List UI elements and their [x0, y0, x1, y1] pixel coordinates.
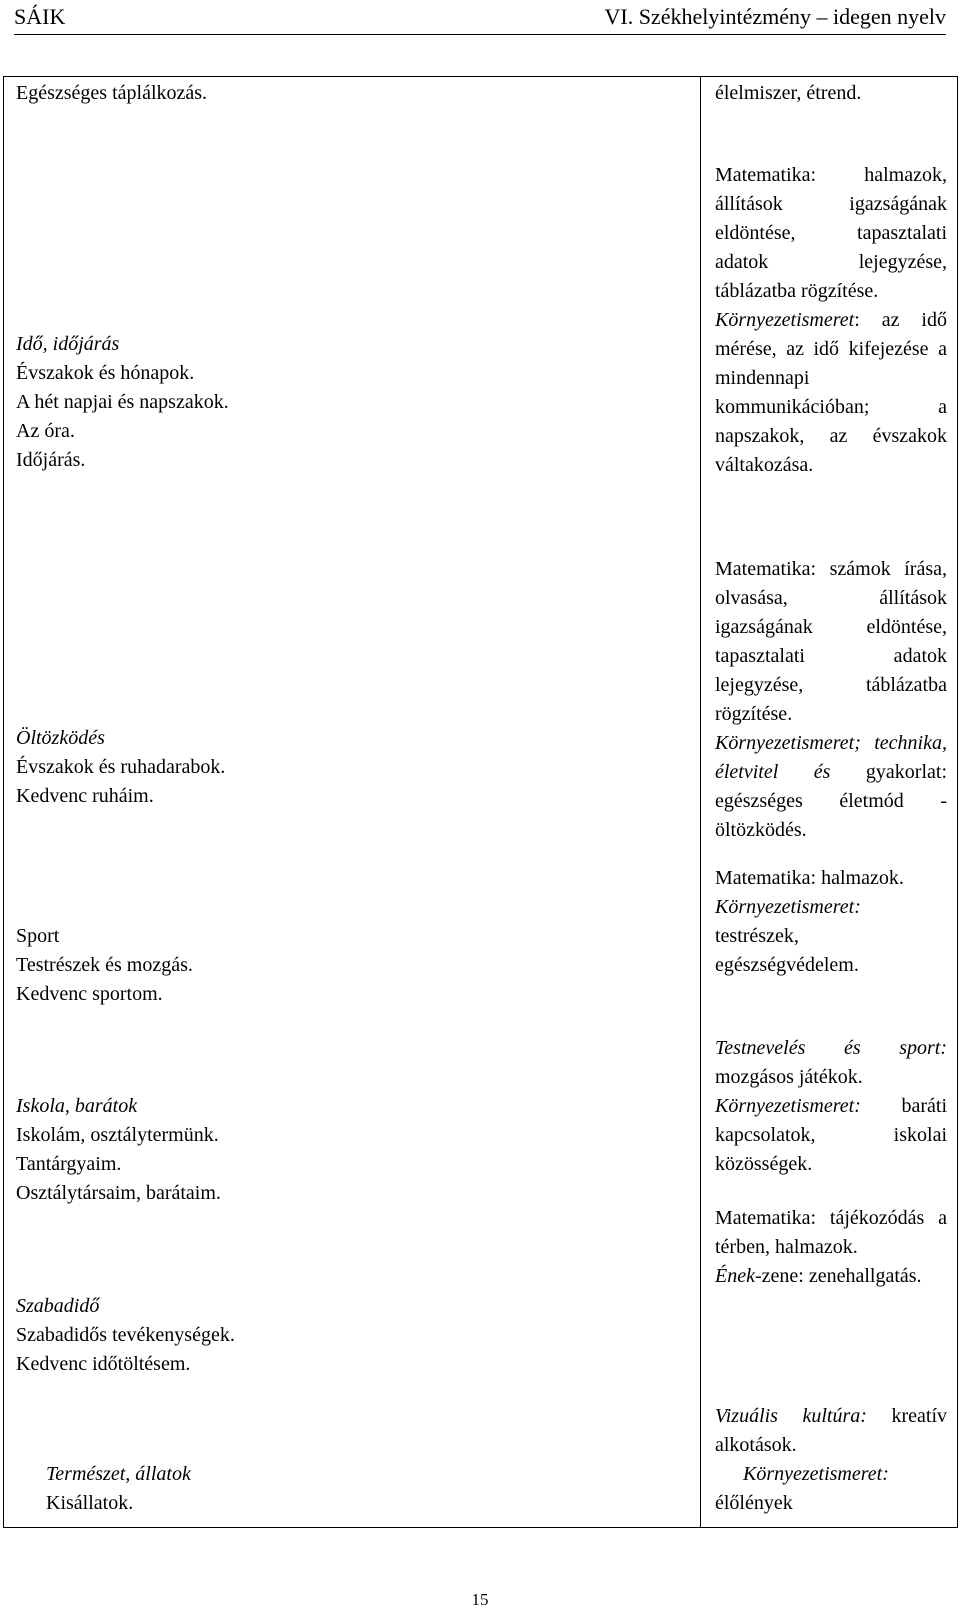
link-text: mozgásos játékok.: [715, 1066, 863, 1088]
link-text: élelmiszer, étrend.: [715, 82, 862, 104]
topic-cell-school: [16, 1092, 656, 1208]
topic-title: Öltözködés: [16, 727, 105, 749]
header-rule: [14, 34, 946, 35]
topic-text: Kedvenc sportom.: [16, 983, 163, 1005]
links-cell-nutrition: [715, 79, 947, 108]
subject-label: Testnevelés és sport:: [715, 1037, 947, 1059]
topic-text: Szabadidős tevékenységek.: [16, 1324, 235, 1346]
subject-label: Ének: [715, 1265, 755, 1287]
header-right: VI. Székhelyintézmény – idegen nyelv: [604, 4, 946, 29]
topic-text: Évszakok és hónapok.: [16, 362, 195, 384]
link-text: Matematika: halmazok, állítások igazságának eldöntése, tapasztalati adatok lejegyzése, táblázatba rögzítése.: [715, 164, 947, 302]
topic-text: Évszakok és ruhadarabok.: [16, 756, 226, 778]
topic-text: Iskolám, osztálytermünk.: [16, 1124, 219, 1146]
link-text: Matematika: halmazok.: [715, 867, 904, 889]
page-number: 15: [471, 1590, 489, 1609]
link-text: -zene: zenehallgatás.: [754, 1265, 922, 1287]
column-divider: [700, 77, 701, 1527]
curriculum-table: [3, 76, 958, 1528]
links-cell-sport: [715, 864, 947, 980]
header-left: SÁIK: [14, 4, 66, 29]
topic-cell-nature: [46, 1460, 686, 1518]
topic-text: Az óra.: [16, 420, 75, 442]
subject-label: Környezetismeret:: [715, 1095, 861, 1117]
links-cell-nature: [715, 1402, 947, 1518]
topic-cell-weather: [16, 330, 656, 475]
topic-text: Osztálytársaim, barátaim.: [16, 1182, 221, 1204]
topic-title: Iskola, barátok: [16, 1095, 138, 1117]
link-text: Matematika: számok írása, olvasása, állítások igazságának eldöntése, tapasztalati adatok lejegyzése, táblázatba rögzítése.: [715, 558, 947, 725]
topic-text: Testrészek és mozgás.: [16, 954, 193, 976]
link-text: baráti kapcsolatok, iskolai közösségek.: [715, 1095, 947, 1175]
topic-cell-freetime: [16, 1292, 656, 1379]
links-cell-freetime: [715, 1204, 947, 1291]
topic-cell-sport: [16, 922, 656, 1009]
topic-text: Időjárás.: [16, 449, 86, 471]
subject-label: Környezetismeret:: [743, 1463, 889, 1485]
topic-title: Sport: [16, 925, 60, 947]
topic-title: Természet, állatok: [46, 1463, 191, 1485]
topic-cell-clothing: [16, 724, 656, 811]
topic-text: A hét napjai és napszakok.: [16, 391, 229, 413]
links-cell-school: [715, 1034, 947, 1179]
topic-text: Kedvenc ruháim.: [16, 785, 154, 807]
topic-text: Tantárgyaim.: [16, 1153, 122, 1175]
topic-title: Szabadidő: [16, 1295, 100, 1317]
link-text: : az idő mérése, az idő kifejezése a mindennapi kommunikációban; a napszakok, az évszakok váltakozása.: [715, 309, 947, 476]
topic-text: Kedvenc időtöltésem.: [16, 1353, 191, 1375]
link-text: kreatív alkotások.: [715, 1405, 947, 1456]
link-text: Matematika: tájékozódás a térben, halmazok.: [715, 1207, 947, 1258]
links-cell-weather: [715, 161, 947, 480]
page-header: [14, 4, 946, 32]
links-cell-clothing: [715, 555, 947, 845]
subject-label: Környezetismeret: [715, 309, 855, 331]
topic-cell-nutrition: [16, 79, 656, 108]
topic-title: Idő, időjárás: [16, 333, 120, 355]
subject-label: Vizuális kultúra:: [715, 1405, 867, 1427]
link-text: élőlények: [715, 1492, 793, 1514]
link-text: testrészek, egészségvédelem.: [715, 925, 859, 976]
topic-text: Egészséges táplálkozás.: [16, 82, 208, 104]
link-text: gyakorlat: egészséges életmód - öltözködés.: [715, 761, 947, 841]
subject-label: Környezetismeret; technika, életvitel és: [715, 732, 947, 783]
topic-text: Kisállatok.: [46, 1492, 134, 1514]
subject-label: Környezetismeret:: [715, 896, 861, 918]
